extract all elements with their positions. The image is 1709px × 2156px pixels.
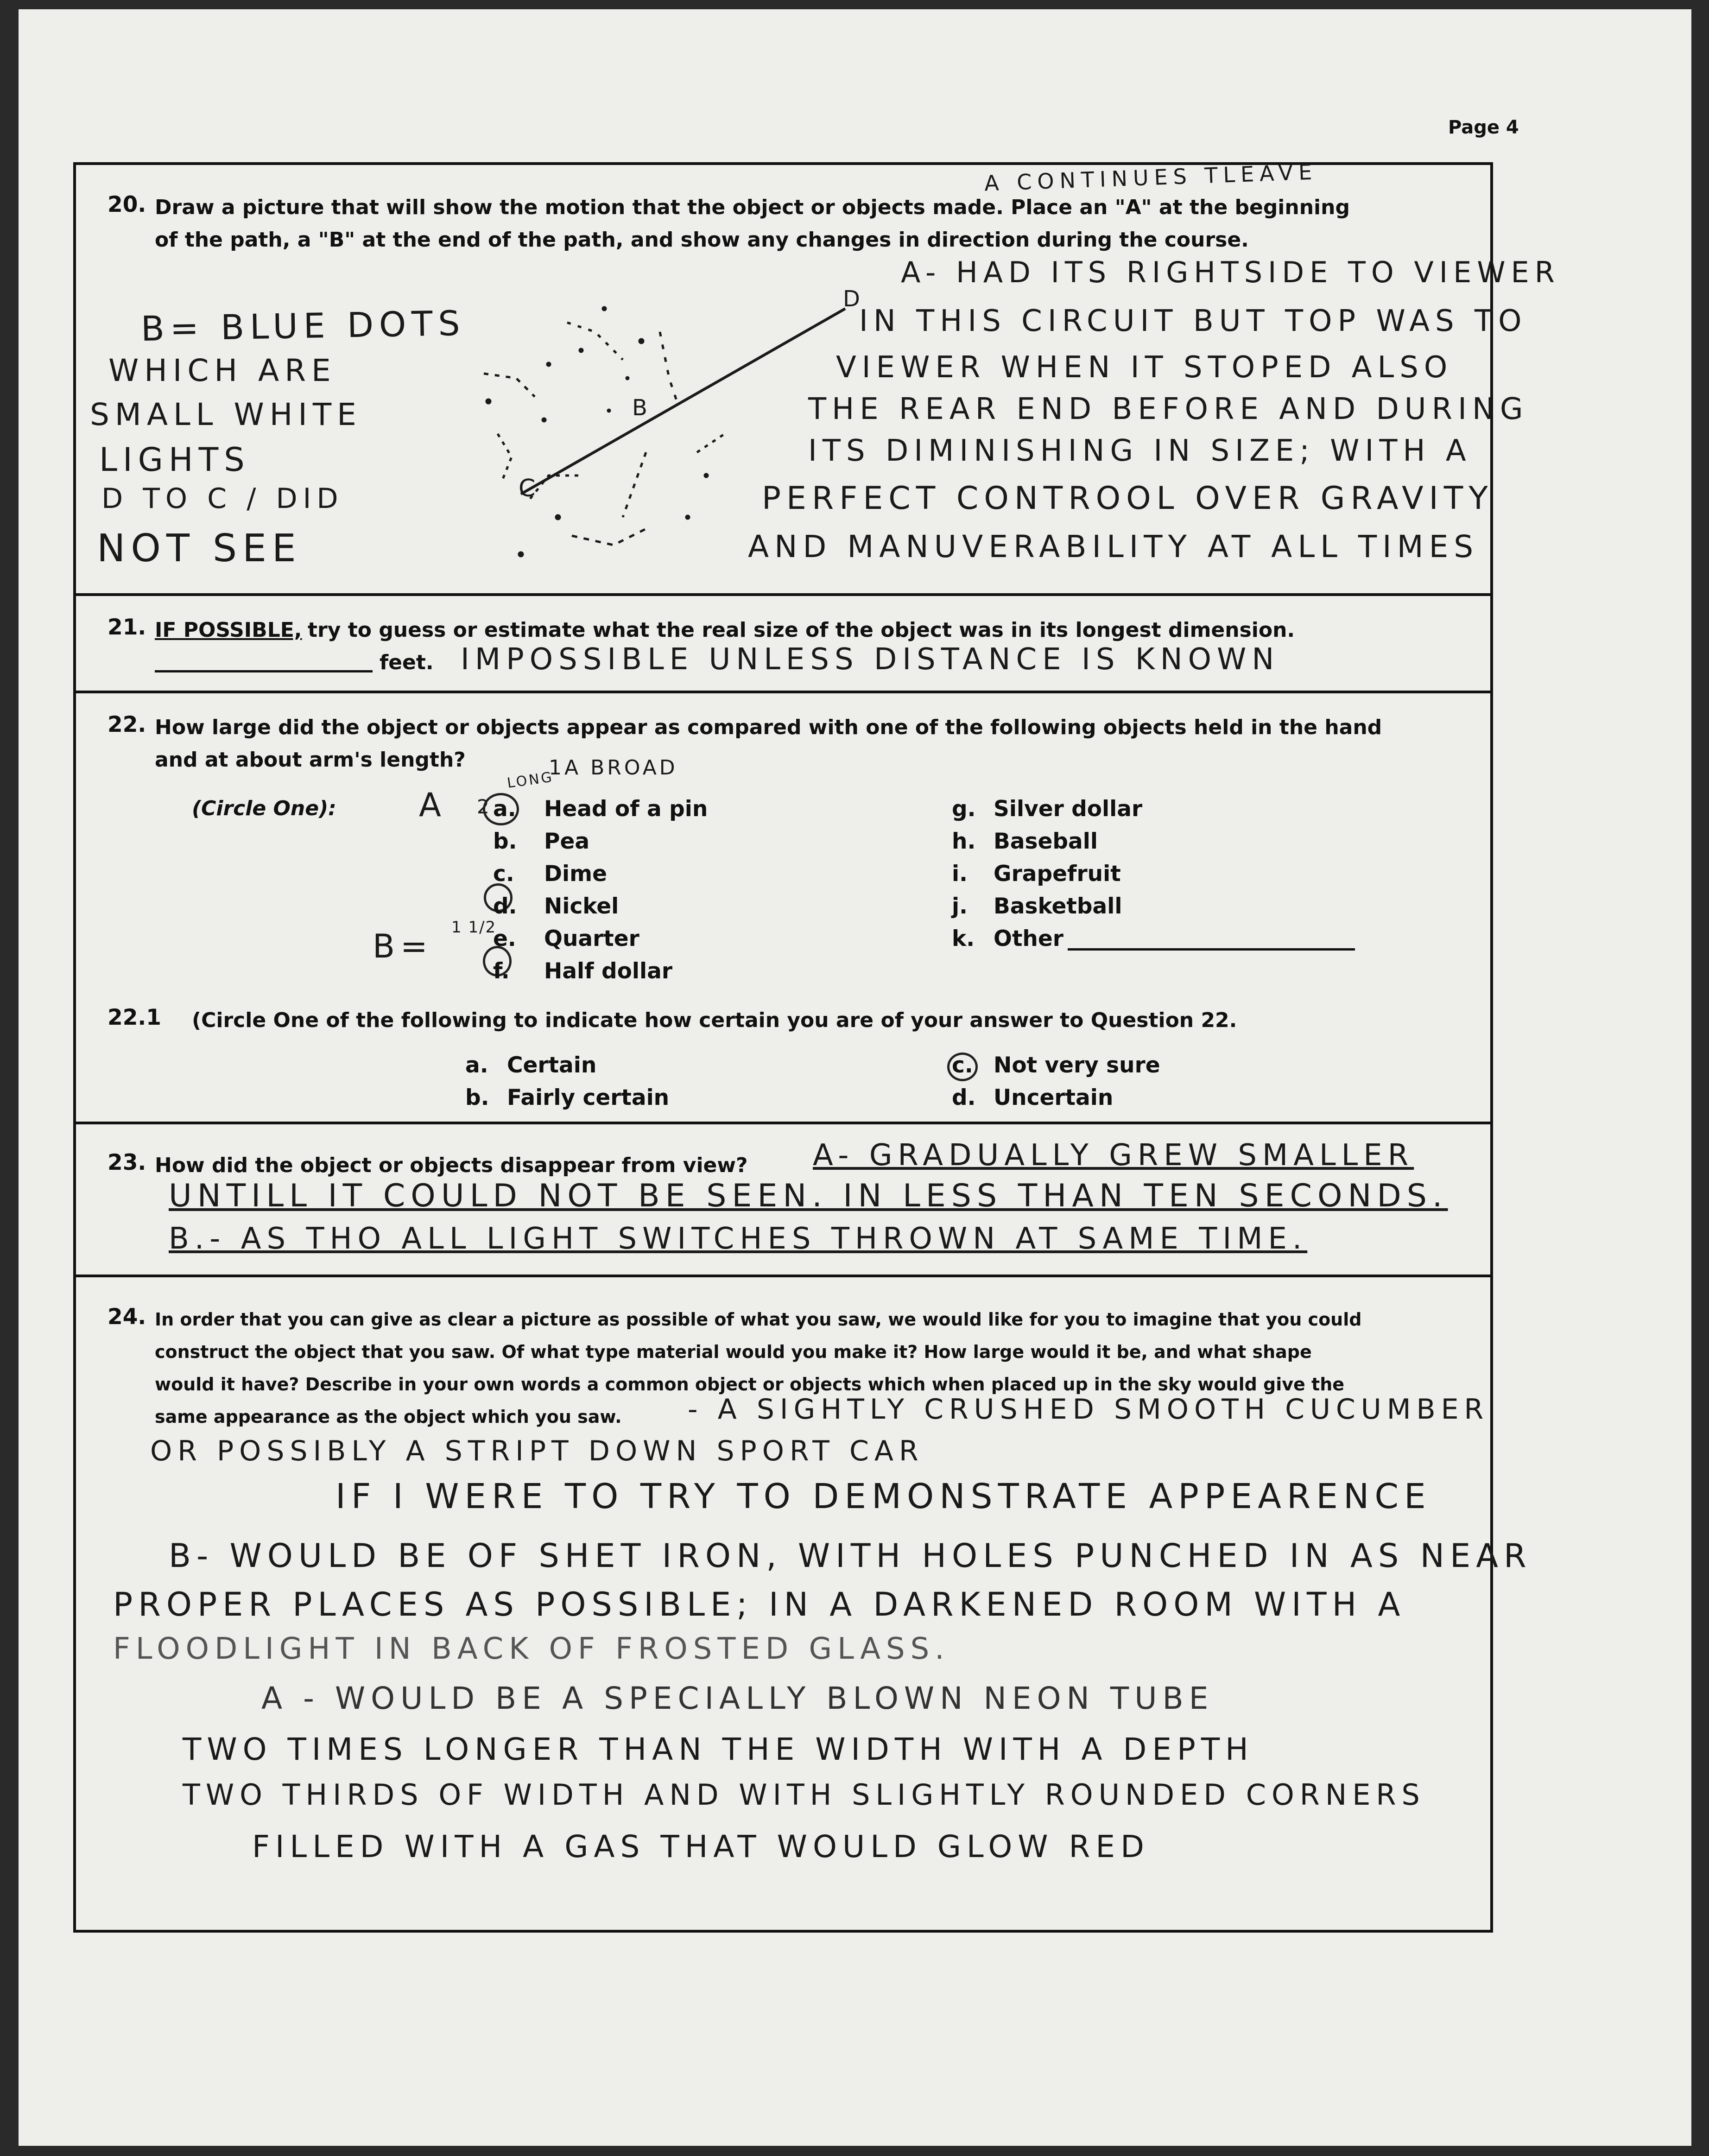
sketch-label-d: D [843,286,860,312]
option-e-key: e. [493,926,516,951]
question-22-box [73,691,1493,1122]
question-22-1-number: 22.1 [108,1005,161,1030]
hw-q20-right-line-6: PERFECT CONTROOL OVER GRAVITY [762,480,1494,517]
hw-q20-left-line-2: WHICH ARE [108,353,336,388]
question-22-1-text: (Circle One of the following to indicate how certain you are of your answer to Question 22. [192,1008,1237,1032]
hw-q23-line-2: UNTILL IT COULD NOT BE SEEN. IN LESS THAN TEN SECONDS. [169,1178,1448,1214]
question-23-box [73,1122,1493,1275]
question-24-number: 24. [108,1304,146,1330]
hw-q24-line-4: B- WOULD BE OF SHET IRON, WITH HOLES PUNCHED IN AS NEAR [169,1537,1532,1575]
hw-q24-line-6: FLOODLIGHT IN BACK OF FROSTED GLASS. [113,1632,950,1666]
certainty-d-key: d. [952,1085,976,1110]
question-21-if-possible: IF POSSIBLE, [155,618,302,642]
hw-q20-left-line-3: SMALL WHITE [90,397,362,432]
question-21-unit: feet. [380,651,434,674]
hw-q24-line-1: - A SIGHTLY CRUSHED SMOOTH CUCUMBER [688,1393,1489,1426]
hw-q20-right-line-3: VIEWER WHEN IT STOPED ALSO [836,350,1453,385]
question-24-line-2: construct the object that you saw. Of what type material would you make it? How large would it be, and what shape [155,1342,1312,1362]
hw-q20-left-line-1: B= BLUE DOTS [140,303,466,349]
hw-q20-right-line-7: AND MANUVERABILITY AT ALL TIMES [748,529,1479,564]
sketch-path-line [521,309,845,494]
hw-q22-a: A [419,786,447,824]
option-k-other-line [1068,948,1355,951]
option-e-label: Quarter [544,926,639,951]
hw-q24-line-10: FILLED WITH A GAS THAT WOULD GLOW RED [252,1829,1150,1864]
option-c-key: c. [493,861,514,887]
option-j-key: j. [952,894,968,919]
question-21-number: 21. [108,615,146,640]
option-f-label: Half dollar [544,958,673,984]
certainty-a-label: Certain [507,1053,597,1078]
option-j-label: Basketball [994,894,1122,919]
hw-q20-left-line-6: NOT SEE [97,526,302,571]
question-23-text: How did the object or objects disappear from view? [155,1154,748,1177]
option-b-key: b. [493,829,517,854]
question-20-number: 20. [108,192,146,217]
option-d-label: Nickel [544,894,619,919]
question-20-box [73,159,1560,593]
hw-q24-line-2: OR POSSIBLY A STRIPT DOWN SPORT CAR [150,1435,924,1467]
document-page [19,9,1691,2146]
question-21-box [73,593,1493,691]
option-k-key: k. [952,926,975,951]
option-g-label: Silver dollar [994,796,1143,822]
option-h-label: Baseball [994,829,1098,854]
question-22-line-1: How large did the object or objects appear as compared with one of the following objects held in the hand [155,716,1382,739]
certainty-c-label: Not very sure [994,1053,1160,1078]
hw-q24-line-7: A - WOULD BE A SPECIALLY BLOWN NEON TUBE [261,1680,1214,1716]
hw-q23-line-1: A- GRADUALLY GREW SMALLER [813,1138,1414,1173]
question-20-line-1: Draw a picture that will show the motion that the object or objects made. Place an "A" at the beginning [155,196,1350,219]
hw-q22-2: 2 [477,795,489,818]
hw-q20-right-line-1: A- HAD ITS RIGHTSIDE TO VIEWER [901,255,1560,289]
option-i-key: i. [952,861,968,887]
hw-q22-long: LONG [506,769,555,792]
certainty-b-key: b. [465,1085,489,1110]
certainty-d-label: Uncertain [994,1085,1114,1110]
option-k-label: Other [994,926,1063,951]
hw-q20-top-note: A CONTINUES TLEAVE [984,159,1318,196]
hw-q20-left-line-5: D TO C / DID [101,482,344,515]
option-a-key: a. [493,796,516,822]
question-23-number: 23. [108,1150,146,1175]
option-f-key: f. [493,958,510,984]
question-24-line-1: In order that you can give as clear a picture as possible of what you saw, we would like for you to imagine that you could [155,1309,1362,1330]
hw-q23-line-3: B.- AS THO ALL LIGHT SWITCHES THROWN AT SAME TIME. [169,1222,1308,1256]
question-24-box [73,1275,1532,1933]
question-22-line-2: and at about arm's length? [155,748,466,772]
option-g-key: g. [952,796,976,822]
question-20-line-2: of the path, a "B" at the end of the path, and show any changes in direction during the course. [155,228,1249,252]
certainty-b-label: Fairly certain [507,1085,670,1110]
question-24-line-3: would it have? Describe in your own words a common object or objects which when placed up in the sky would give the [155,1374,1345,1395]
circle-one-label: (Circle One): [192,797,336,820]
option-b-label: Pea [544,829,590,854]
hw-q21-answer: IMPOSSIBLE UNLESS DISTANCE IS KNOWN [461,642,1280,677]
hw-q24-line-8: TWO TIMES LONGER THAN THE WIDTH WITH A DEPTH [183,1731,1254,1767]
hw-q20-right-line-2: IN THIS CIRCUIT BUT TOP WAS TO [859,304,1527,338]
hw-q20-right-line-4: THE REAR END BEFORE AND DURING [808,392,1529,426]
option-h-key: h. [952,829,976,854]
hw-q20-right-line-5: ITS DIMINISHING IN SIZE; WITH A [808,434,1472,468]
option-c-label: Dime [544,861,607,887]
hw-q20-left-line-4: LIGHTS [99,441,250,479]
question-22-number: 22. [108,712,146,737]
question-24-line-4: same appearance as the object which you saw. [155,1407,622,1427]
option-a-label: Head of a pin [544,796,708,822]
hw-q22-marks: 1 1/2 [451,918,497,937]
hw-q22-b: B= [373,927,433,965]
hw-q24-line-3: IF I WERE TO TRY TO DEMONSTRATE APPEARENCE [335,1477,1431,1516]
page-number: Page 4 [1448,117,1519,138]
question-21-text: try to guess or estimate what the real size of the object was in its longest dimension. [308,618,1295,642]
hw-q24-line-5: PROPER PLACES AS POSSIBLE; IN A DARKENED ROOM WITH A [113,1585,1406,1623]
hw-q24-line-9: TWO THIRDS OF WIDTH AND WITH SLIGHTLY ROUNDED CORNERS [183,1778,1425,1812]
option-d-key: d. [493,894,517,919]
question-21-answer-line [155,670,373,672]
certainty-a-key: a. [465,1053,488,1078]
sketch-label-c: C [519,475,536,502]
sketch-label-b: B [632,395,647,421]
hw-q22-broad: 1A BROAD [549,756,678,780]
certainty-c-key: c. [952,1053,973,1078]
option-i-label: Grapefruit [994,861,1121,887]
